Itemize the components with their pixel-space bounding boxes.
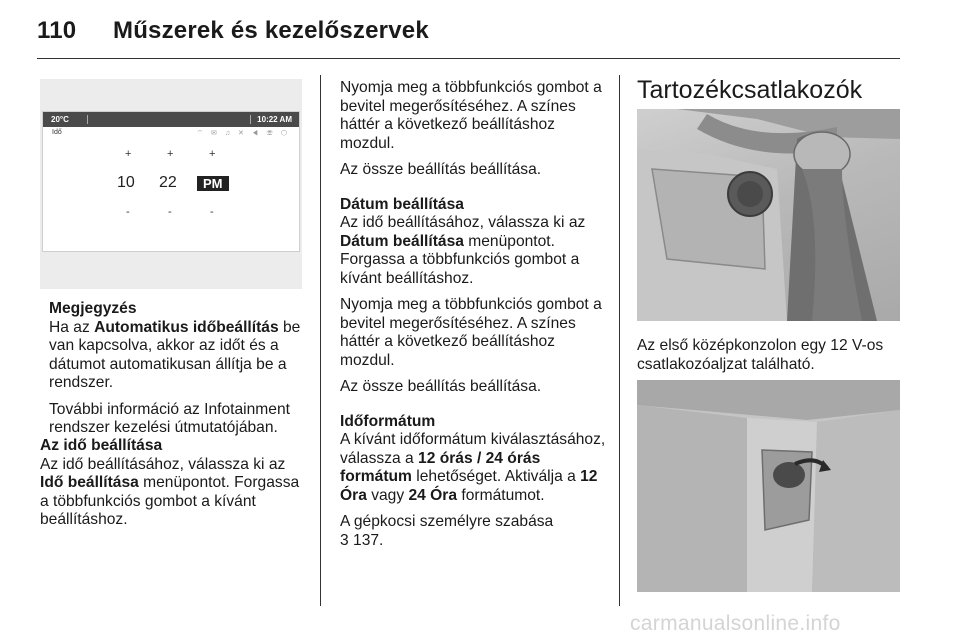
column-3 — [637, 76, 902, 104]
screen-status-icons: ⌔ ✉ ♫ ✕ ◀ ☏ ⬡ — [196, 130, 290, 137]
personalization-paragraph: A gépkocsi személyre szabása 3 137. — [340, 513, 554, 549]
column-divider-1 — [320, 75, 321, 606]
screen-temperature: 20°C — [51, 115, 69, 124]
page-header — [37, 17, 429, 45]
minute-field: 22 — [159, 174, 177, 191]
column-2 — [340, 79, 608, 558]
page-reference-arrow-icon: 3 — [340, 531, 349, 549]
date-heading: Dátum beállítása — [340, 195, 464, 213]
date-paragraph-1: Az idő beállításához, válassza ki az Dátum beállítása menüpontot. Forgassa a többfunkciós gombot a kívánt beállításhoz. — [340, 214, 586, 287]
accessory-heading: Tartozékcsatlakozók — [637, 76, 863, 104]
page-title: Műszerek és kezelőszervek — [113, 17, 429, 44]
hour-plus-icon: + — [125, 148, 132, 160]
column-divider-2 — [619, 75, 620, 606]
period-minus-icon: - — [210, 206, 214, 218]
outlet-caption: Az első középkonzolon egy 12 V-os csatlakozóaljzat található. — [637, 337, 884, 373]
screen-status-bar — [43, 112, 299, 127]
hour-minus-icon: - — [126, 206, 130, 218]
period-plus-icon: + — [209, 148, 216, 160]
page-number: 110 — [37, 17, 77, 44]
period-field: PM — [197, 176, 229, 191]
watermark: carmanualsonline.info — [630, 612, 841, 635]
page-reference: 137. — [348, 531, 384, 549]
date-paragraph-3: Az össze beállítás beállítása. — [340, 378, 542, 395]
time-section-paragraph: Az idő beállításához, válassza ki az Idő beállítása menüpontot. Forgassa a többfunkciós gombot a kívánt beállításhoz. — [40, 455, 300, 528]
all-settings-paragraph: Az össze beállítás beállítása. — [340, 161, 542, 178]
screen-clock: 10:22 AM — [257, 115, 292, 124]
infotainment-screen-figure — [40, 79, 302, 289]
time-section-heading: Az idő beállítása — [40, 437, 163, 454]
format-paragraph: A kívánt időformátum kiválasztásához, válassza a 12 órás / 24 órás formátum lehetőséget. Aktiválja a 12 Óra vagy 24 Óra formátumot. — [340, 431, 606, 504]
hour-field: 10 — [117, 174, 135, 191]
note-heading: Megjegyzés — [49, 300, 137, 317]
minute-minus-icon: - — [168, 206, 172, 218]
header-rule — [37, 58, 900, 59]
note-block — [49, 300, 301, 446]
minute-plus-icon: + — [167, 148, 174, 160]
status-divider — [250, 115, 251, 124]
date-paragraph-2: Nyomja meg a többfunkciós gombot a bevitel megerősítéséhez. A színes háttér a következő beállításhoz mozdul. — [340, 296, 602, 369]
caption-block — [637, 337, 902, 382]
rear-outlet-photo — [637, 380, 900, 592]
note-paragraph-1: Ha az Automatikus időbeállítás be van kapcsolva, akkor az időt és a dátumot automatikusan állítja be a rendszer. — [49, 318, 301, 391]
status-divider — [87, 115, 88, 124]
time-section — [40, 437, 305, 538]
rear-console-illustration — [637, 380, 900, 592]
confirm-paragraph: Nyomja meg a többfunkciós gombot a bevitel megerősítéséhez. A színes háttér a következő beállításhoz mozdul. — [340, 79, 602, 152]
note-paragraph-2: További információ az Infotainment rendszer kezelési útmutatójában. — [49, 400, 290, 436]
screen-title: Idő — [52, 129, 62, 136]
format-heading: Időformátum — [340, 412, 436, 430]
console-illustration — [637, 109, 900, 321]
power-outlet-photo — [637, 109, 900, 321]
socket-cover-icon — [773, 462, 805, 488]
screen-display — [42, 111, 300, 252]
